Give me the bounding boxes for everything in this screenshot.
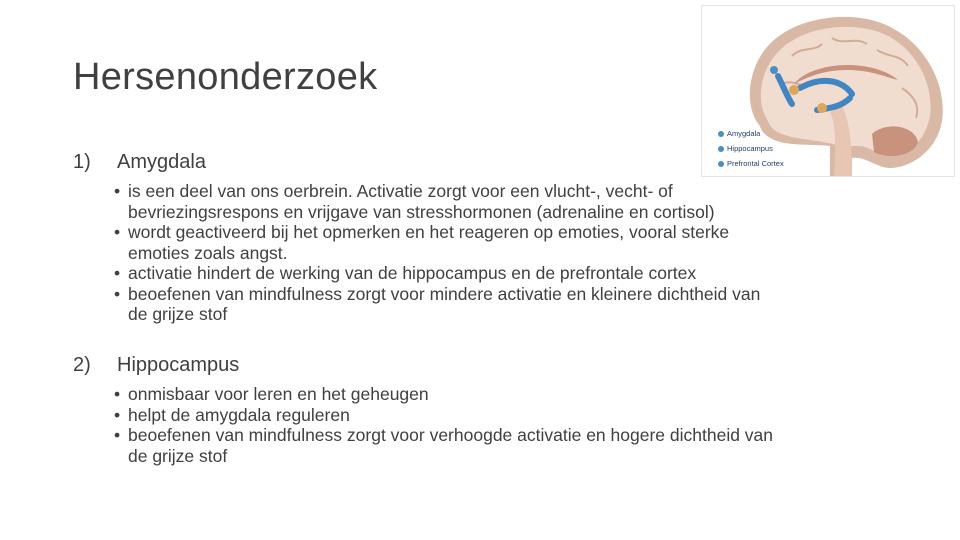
bullet-line: wordt geactiveerd bij het opmerken en het reageren op emoties, vooral sterke <box>128 222 730 242</box>
legend-label: Hippocampus <box>727 144 773 153</box>
legend-dot <box>718 146 724 152</box>
marker-amygdala <box>789 85 799 95</box>
marker-prefrontal <box>770 66 778 74</box>
legend-label: Amygdala <box>727 129 761 138</box>
legend-label: Prefrontal Cortex <box>727 159 784 168</box>
hippocampus-bullet-list <box>112 384 773 466</box>
bullet-line: de grijze stof <box>128 304 228 324</box>
list-item <box>112 405 773 426</box>
bullet-line: emoties zoals angst. <box>128 242 288 263</box>
legend-item <box>718 141 784 156</box>
legend-dot <box>718 131 724 137</box>
slide-title: Hersenonderzoek <box>73 56 378 98</box>
section-heading-amygdala <box>73 151 206 174</box>
bullet-line: de grijze stof <box>128 445 228 466</box>
bullet-line: beoefenen van mindfulness zorgt voor mindere activatie en kleinere dichtheid van <box>128 283 761 304</box>
list-item <box>112 425 773 466</box>
list-item <box>112 384 773 405</box>
list-item <box>112 263 760 284</box>
diagram-legend <box>718 126 784 171</box>
brain-diagram <box>701 5 955 177</box>
bullet-line: is een deel van ons oerbrein. Activatie zorgt voor een vlucht-, vecht- of <box>128 181 673 201</box>
section-title: Hippocampus <box>117 354 240 376</box>
section-number: 2) <box>73 354 91 376</box>
bullet-line: activatie hindert de werking van de hippocampus en de prefrontale cortex <box>128 263 697 283</box>
legend-item <box>718 126 784 141</box>
list-item <box>112 284 760 325</box>
list-item <box>112 181 760 222</box>
bullet-line: bevriezingsrespons en vrijgave van stresshormonen (adrenaline en cortisol) <box>128 201 715 222</box>
section-number: 1) <box>73 151 91 173</box>
legend-dot <box>718 161 724 167</box>
amygdala-bullet-list <box>112 181 760 325</box>
list-item <box>112 222 760 263</box>
section-title: Amygdala <box>117 151 206 173</box>
section-heading-hippocampus <box>73 354 239 377</box>
legend-item <box>718 156 784 171</box>
marker-hippocampus <box>817 103 827 113</box>
bullet-line: beoefenen van mindfulness zorgt voor verhoogde activatie en hogere dichtheid van <box>128 425 774 445</box>
bullet-line: onmisbaar voor leren en het geheugen <box>128 384 429 404</box>
bullet-line: helpt de amygdala reguleren <box>128 404 350 425</box>
